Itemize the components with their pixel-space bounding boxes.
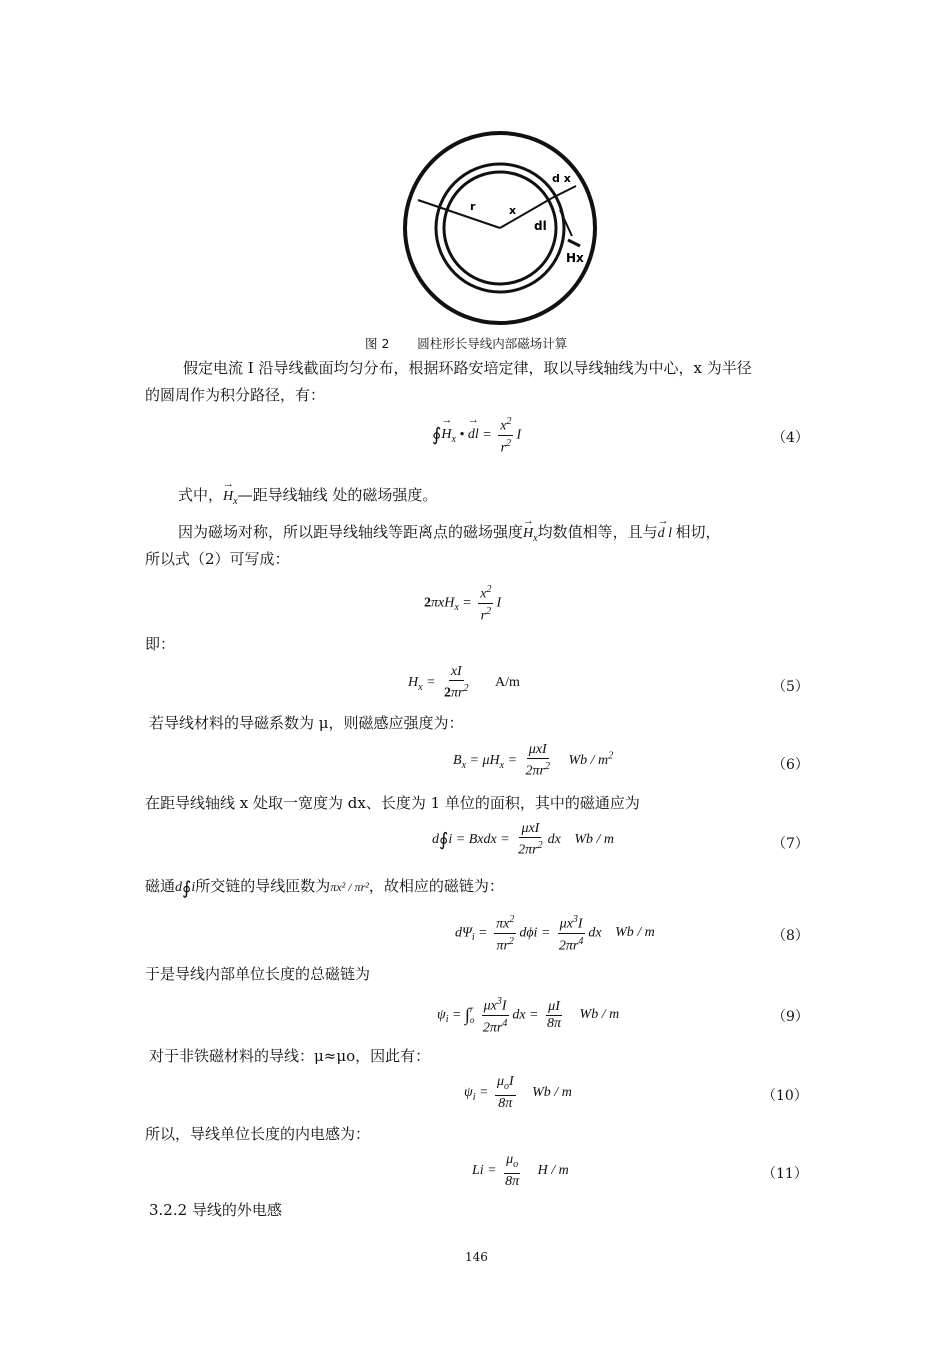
- equation-10: $\psi_i$ = $\frac{\mu_oI}{8\pi}$ Wb / m: [464, 1074, 572, 1111]
- paragraph-6: 在距导线轴线 x 处取一宽度为 dx、长度为 1 单位的面积，其中的磁通应为: [145, 794, 640, 812]
- p7-mid: 所交链的导线匝数为: [195, 877, 331, 895]
- dl-tangent-line: [560, 210, 572, 236]
- equation-9-number: （9）: [772, 1009, 809, 1025]
- equation-7-number: （7）: [772, 836, 809, 852]
- caption-text: 圆柱形长导线内部磁场计算: [417, 336, 568, 351]
- paragraph-3-line-1: 因为磁场对称，所以距导线轴线等距离点的磁场强度→ $H_x$均数值相等，且与→ d l 相切，: [178, 521, 721, 550]
- equation-8-number: （8）: [772, 928, 809, 944]
- equation-7: d∮i = Bxdx = $\frac{\text{μxI}}{2\pi r^2}$ dx Wb / m: [432, 821, 615, 858]
- p7-suffix: ，故相应的磁链为：: [368, 877, 504, 895]
- unit-hm: H / m: [537, 1163, 569, 1179]
- paragraph-8: 于是导线内部单位长度的总磁链为: [145, 965, 371, 983]
- p2-suffix: —距导线轴线 处的磁场强度。: [237, 486, 438, 504]
- label-hx: Hx: [566, 251, 584, 265]
- p3-part3: 相切，: [675, 523, 721, 541]
- unit-wbm-8: Wb / m: [615, 925, 655, 941]
- paragraph-5: 若导线材料的导磁系数为 μ，则磁感应强度为：: [149, 714, 464, 732]
- equation-11: Li = $\frac{\mu_o}{8\pi}$ H / m: [472, 1152, 569, 1189]
- equation-4: ∮→ $H_x$ • → dl = $\frac{x^2}{r^2}$ I: [432, 414, 521, 456]
- equation-5: $H_x$ = $\frac{xI}{2\pi r^2}$ A/m: [408, 664, 520, 701]
- conductor-cross-section-figure: [400, 128, 605, 326]
- caption-number: 图 2: [365, 336, 390, 351]
- unit-wbm-10: Wb / m: [532, 1085, 572, 1101]
- label-x: x: [509, 204, 517, 217]
- equation-8: $d\Psi_i$ = $\frac{\pi x^2}{\pi r^2}$ dϕi = $\frac{\mu x^3I}{2\pi r^4}$ dx Wb / m: [455, 914, 655, 954]
- equation-11-number: （11）: [762, 1166, 808, 1182]
- equation-9: $\psi_i$ = ∫ r o $\frac{\mu x^3I}{2\pi r^4}$ dx = $\frac{\mu I}{8\pi}$ Wb / m: [437, 996, 620, 1036]
- p2-prefix: 式中，: [178, 486, 224, 504]
- paragraph-1-line-1: 假定电流 I 沿导线截面均匀分布，根据环路安培定律，取以导线轴线为中心，x 为半径: [183, 359, 752, 377]
- p7-expr: πx² / πr²: [330, 880, 369, 894]
- unit-wbm-7: Wb / m: [574, 832, 615, 848]
- figure-caption: [365, 334, 567, 352]
- paragraph-1-line-2: 的圆周作为积分路径，有：: [145, 386, 326, 404]
- unit-wbm2: Wb / m: [568, 753, 609, 769]
- p3-part2: 均数值相等，且与: [537, 523, 658, 541]
- section-heading: 3.2.2 导线的外电感: [149, 1201, 282, 1219]
- equation-6-number: （6）: [772, 757, 809, 773]
- p3-part1: 因为磁场对称，所以距导线轴线等距离点的磁场强度: [178, 523, 524, 541]
- p7-prefix: 磁通: [145, 877, 176, 895]
- paragraph-3-line-2: 所以式（2）可写成：: [145, 550, 290, 568]
- equation-5-number: （5）: [772, 679, 809, 695]
- paragraph-7: 磁通d∮i所交链的导线匝数为πx² / πr²，故相应的磁链为：: [145, 877, 504, 898]
- equation-4-number: （4）: [772, 430, 809, 446]
- dx-line: [552, 186, 576, 198]
- paragraph-2: 式中，→ $H_x—$距导线轴线 处的磁场强度。: [178, 484, 437, 513]
- radius-r-line: [418, 200, 500, 228]
- paragraph-9: 对于非铁磁材料的导线：μ≈μo，因此有：: [149, 1047, 431, 1065]
- hx-arrow-line: [568, 240, 580, 246]
- label-dx: d x: [552, 172, 571, 185]
- label-dl: dl: [534, 219, 547, 233]
- equation-10-number: （10）: [762, 1088, 808, 1104]
- equation-6: $B_x = \mu H_x$ = $\frac{\text{μxI}}{2\pi r^2}$ Wb / $m^2$: [453, 742, 614, 779]
- label-r: r: [470, 200, 476, 213]
- equation-ampere: 2πxH$_x$ = $\frac{x^2}{r^2}$ I: [424, 584, 502, 624]
- paragraph-4: 即：: [145, 635, 176, 653]
- page-number: 146: [465, 1250, 488, 1264]
- paragraph-10: 所以，导线单位长度的内电感为：: [145, 1125, 371, 1143]
- unit-am: A/m: [495, 675, 520, 691]
- unit-wbm-9: Wb / m: [579, 1007, 620, 1023]
